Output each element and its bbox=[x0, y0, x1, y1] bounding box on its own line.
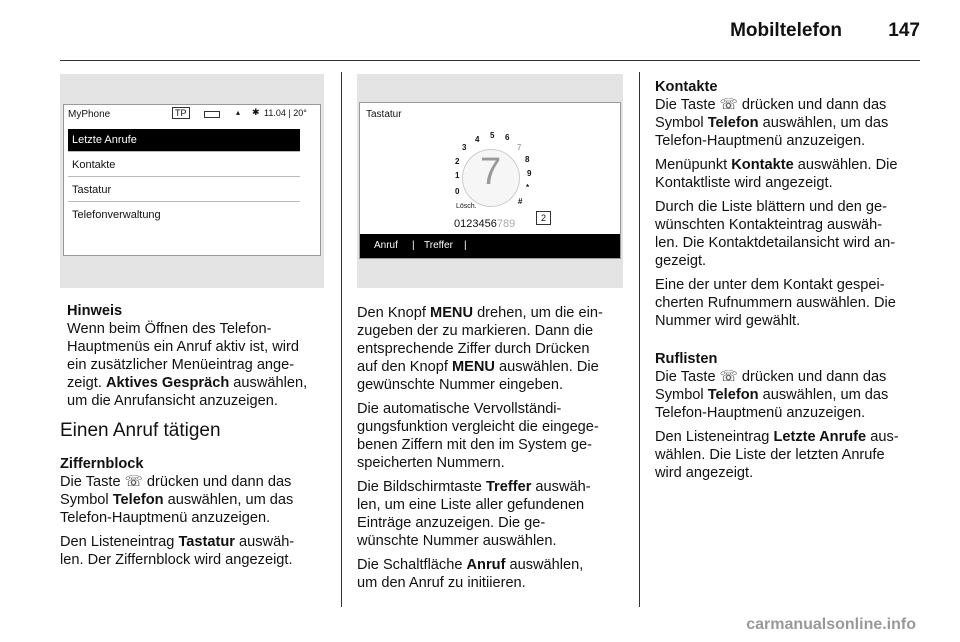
entered-digits: 0123456 bbox=[454, 218, 497, 230]
keypad-screen bbox=[359, 102, 621, 259]
bluetooth-icon: ✱ bbox=[252, 107, 260, 117]
digit-8[interactable]: 8 bbox=[525, 155, 530, 164]
note-block: Hinweis Wenn beim Öffnen des Telefon- Hauptmenüs ein Anruf aktiv ist, wird ein zusätzlicher Menüeintrag ange- zeigt. Aktives Gespräch auswählen, um die Anrufansicht anzuzeigen. bbox=[67, 303, 308, 409]
phone-key-icon: ☏ bbox=[719, 97, 738, 113]
digit-7[interactable]: 7 bbox=[517, 143, 522, 152]
note-heading: Hinweis bbox=[67, 303, 123, 319]
page-title: Mobiltelefon bbox=[730, 20, 842, 41]
column-divider-1 bbox=[341, 72, 342, 607]
phone-menu-screen bbox=[63, 104, 321, 256]
selected-digit: 7 bbox=[480, 151, 502, 193]
keypad-screenshot bbox=[357, 74, 623, 288]
status-clock: 11.04 | 20° bbox=[264, 108, 307, 118]
entered-number bbox=[454, 218, 515, 230]
screen-title: Tastatur bbox=[366, 109, 402, 120]
suggested-digits: 789 bbox=[496, 218, 516, 230]
delete-label[interactable]: Lösch. bbox=[456, 203, 477, 210]
digit-5[interactable]: 5 bbox=[490, 131, 495, 140]
column-2-text: Den Knopf MENU drehen, um die ein- zugeben der zu markieren. Dann die entsprechende Ziffer durch Drücken auf den Knopf MENU auswählen. Die gewünschte Nummer eingeben. Die automatische Vervollständi- gungsfunktion vergleicht die eingege- benen Ziffern mit den im System ge- speicherten Nummern. Die Bildschirmtaste Treffer auswäh- len, um eine Liste aller gefundenen Einträge anzuzeigen. Die ge- wünschte Nummer auswählen. Die Schaltfläche Anruf auswählen, um den Anruf zu initiieren. bbox=[357, 305, 603, 591]
menu-item-letzte-anrufe[interactable]: Letzte Anrufe bbox=[68, 129, 300, 152]
number-badge: 2 bbox=[536, 211, 551, 225]
digit-9[interactable]: 9 bbox=[527, 169, 532, 178]
page-number: 147 bbox=[888, 20, 920, 41]
phone-menu-screenshot bbox=[60, 74, 324, 288]
tp-badge: TP bbox=[172, 107, 190, 119]
call-button[interactable]: Anruf bbox=[374, 240, 398, 251]
digit-star[interactable]: * bbox=[526, 183, 530, 192]
header-rule bbox=[60, 60, 920, 61]
digit-1[interactable]: 1 bbox=[455, 171, 460, 180]
digit-0[interactable]: 0 bbox=[455, 187, 460, 196]
digit-hash[interactable]: # bbox=[518, 197, 523, 206]
softkey-bar: Anruf | Treffer | bbox=[360, 234, 620, 258]
column-3-text: Kontakte Die Taste ☏ drücken und dann das Symbol Telefon auswählen, um das Telefon-Hauptmenü anzuzeigen. Menüpunkt Kontakte auswählen. Die Kontaktliste wird angezeigt. Durch die Liste blättern und den ge- wünschten Kontakteintrag auswäh- len. Die Kontaktdetailansicht wird an- gezeigt. Eine der unter dem Kontakt gespei- cherten Rufnummern auswählen. Die Nummer wird gewählt. Ruflisten Die Taste ☏ drücken und dann das Symbol Telefon auswählen, um das Telefon-Hauptmenü anzuzeigen. Den Listeneintrag Letzte Anrufe aus- wählen. Die Liste der letzten Anrufe wird angezeigt. bbox=[655, 79, 899, 481]
phone-key-icon: ☏ bbox=[124, 474, 143, 490]
menu-item-tastatur[interactable]: Tastatur bbox=[68, 179, 300, 202]
signal-icon: ▴ bbox=[236, 108, 241, 117]
menu-item-telefonverwaltung[interactable]: Telefonverwaltung bbox=[72, 209, 161, 221]
call-lists-heading: Ruflisten bbox=[655, 351, 718, 367]
section-heading: Einen Anruf tätigen bbox=[60, 420, 221, 441]
menu-item-kontakte[interactable]: Kontakte bbox=[68, 154, 300, 177]
column-divider-2 bbox=[639, 72, 640, 607]
digit-3[interactable]: 3 bbox=[462, 143, 467, 152]
watermark: carmanualsonline.info bbox=[746, 616, 916, 633]
phone-key-icon: ☏ bbox=[719, 369, 738, 385]
digit-6[interactable]: 6 bbox=[505, 133, 510, 142]
digit-2[interactable]: 2 bbox=[455, 157, 460, 166]
matches-button[interactable]: Treffer bbox=[424, 240, 453, 251]
sub-heading: Ziffernblock bbox=[60, 456, 144, 472]
keypad-section: Ziffernblock Die Taste ☏ drücken und dann das Symbol Telefon auswählen, um das Telefon-Hauptmenü anzuzeigen. Den Listeneintrag Tastatur auswäh- len. Der Ziffernblock wird angezeigt. bbox=[60, 456, 295, 568]
contacts-heading: Kontakte bbox=[655, 79, 718, 95]
page-header bbox=[0, 18, 960, 48]
digit-4[interactable]: 4 bbox=[475, 135, 480, 144]
battery-icon bbox=[204, 111, 220, 118]
screen-title: MyPhone bbox=[68, 109, 111, 120]
